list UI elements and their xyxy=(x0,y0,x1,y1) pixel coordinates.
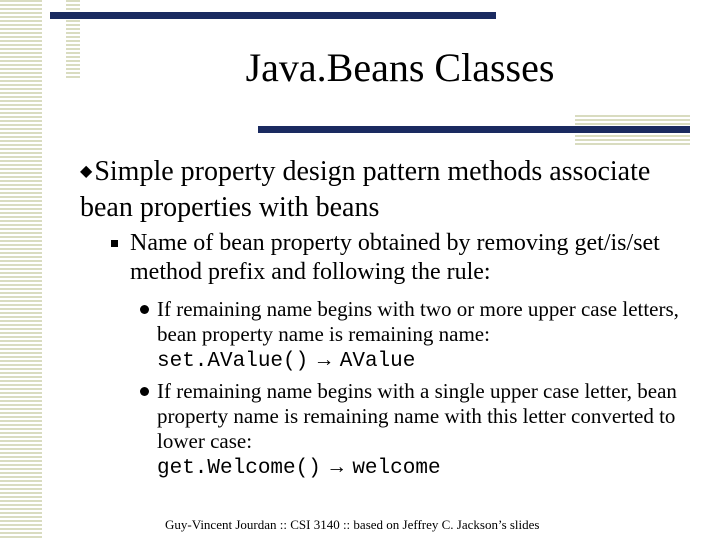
main-bullet xyxy=(80,156,690,224)
sub-bullet-text: Name of bean property obtained by removing get/is/set method prefix and following the rule: xyxy=(130,230,660,285)
round-bullet-icon xyxy=(140,305,149,314)
rule-two-text: If remaining name begins with a single upper case letter, bean property name is remaining name with this letter converted to lower case: xyxy=(157,379,677,453)
square-bullet-icon xyxy=(111,240,118,247)
rule-two-code-from: get.Welcome() xyxy=(157,457,321,480)
round-bullet-icon xyxy=(140,387,149,396)
rule-two-code-to: welcome xyxy=(352,457,441,480)
rule-one-code-to: AValue xyxy=(339,350,416,373)
slide-title: Java.Beans Classes xyxy=(245,45,555,90)
right-arrow-icon: → xyxy=(313,347,335,371)
main-bullet-text: Simple property design pattern methods associate bean properties with beans xyxy=(80,156,651,223)
rule-two xyxy=(157,379,697,481)
right-arrow-icon: → xyxy=(326,454,348,478)
rule-one-text: If remaining name begins with two or more upper case letters, bean property name is remaining name: xyxy=(157,297,679,346)
decorative-left-stripes xyxy=(0,0,42,540)
diamond-bullet-icon: ◆ xyxy=(80,163,93,180)
title-top-rule xyxy=(50,12,496,19)
rule-one-code-from: set.AValue() xyxy=(157,350,309,373)
title-bottom-rule xyxy=(258,126,690,133)
slide-footer: Guy-Vincent Jourdan :: CSI 3140 :: based on Jeffrey C. Jackson’s slides xyxy=(165,517,540,532)
rule-one xyxy=(157,297,697,374)
